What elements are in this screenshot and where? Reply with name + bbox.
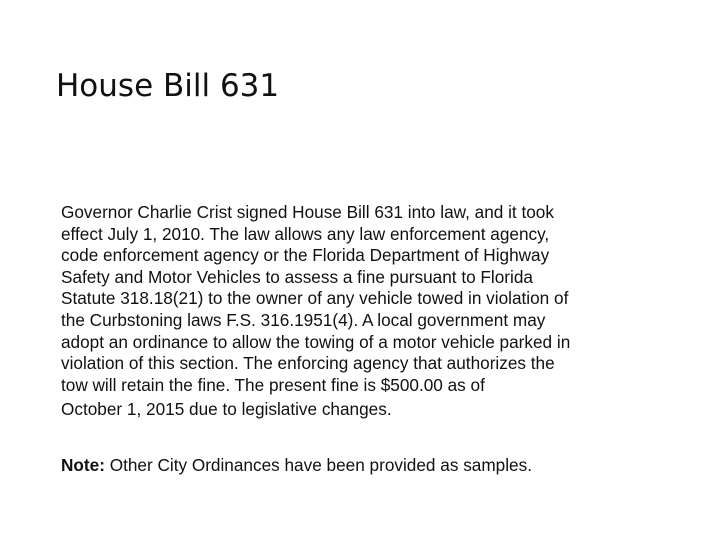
note xyxy=(61,454,532,476)
note-label: Note: xyxy=(61,455,105,475)
note-text: Other City Ordinances have been provided as samples. xyxy=(104,455,532,475)
body-line: Safety and Motor Vehicles to assess a fine pursuant to Florida xyxy=(61,266,533,287)
body-line: code enforcement agency or the Florida Department of Highway xyxy=(61,245,550,266)
body-line: tow will retain the fine. The present fine is $500.00 as of xyxy=(61,374,485,395)
slide-title: House Bill 631 xyxy=(56,68,280,104)
body-line: effect July 1, 2010. The law allows any law enforcement agency, xyxy=(61,223,550,244)
body-line: Statute 318.18(21) to the owner of any vehicle towed in violation of xyxy=(61,288,569,309)
body-line: October 1, 2015 due to legislative changes. xyxy=(61,399,392,420)
body-line: the Curbstoning laws F.S. 316.1951(4). A local government may xyxy=(61,309,546,330)
body-line: violation of this section. The enforcing agency that authorizes the xyxy=(61,353,555,374)
body-line: Governor Charlie Crist signed House Bill 631 into law, and it took xyxy=(61,202,554,222)
body-line: adopt an ordinance to allow the towing of a motor vehicle parked in xyxy=(61,331,571,352)
body-paragraph xyxy=(61,202,661,421)
